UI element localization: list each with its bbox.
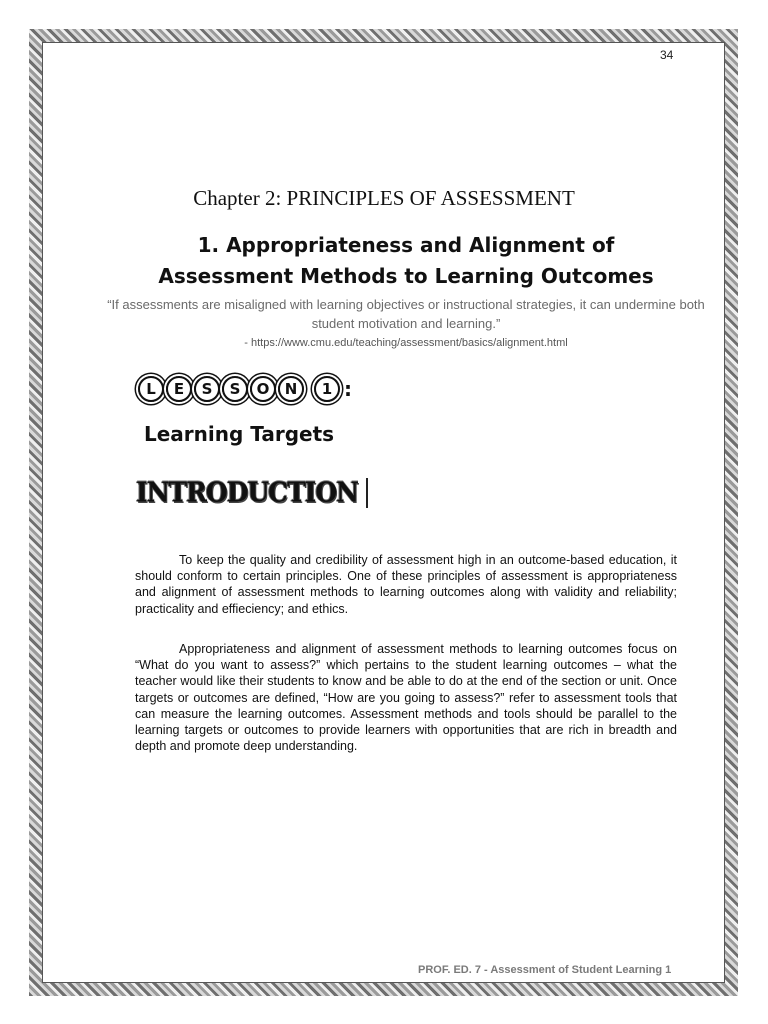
lesson-colon: :	[344, 377, 352, 401]
heading-rule	[366, 478, 368, 508]
lesson-letter: S	[194, 376, 220, 402]
lesson-letter: L	[138, 376, 164, 402]
chapter-title: Chapter 2: PRINCIPLES OF ASSESSMENT	[193, 186, 575, 210]
section-title-line1: 1. Appropriateness and Alignment of	[197, 233, 615, 257]
lesson-letter: E	[166, 376, 192, 402]
intro-paragraph-2-text: Appropriateness and alignment of assessment methods to learning outcomes focus on “What do you want to assess?” which pertains to the student learning outcomes – what the teacher would like their students to know and be able to do at the end of the section or unit. Once targets or outcomes are defined, “How are you going to assess?” refer to assessment tools that can measure the learning outcomes. Assessment methods and tools should be parallel to the learning targets or outcomes to provide learners with opportunities that are rich in breadth and depth and promote deep understanding.	[135, 642, 677, 754]
section-title-line2: Assessment Methods to Learning Outcomes	[158, 264, 654, 288]
introduction-heading-graphic	[136, 472, 368, 512]
lesson-badge	[138, 376, 352, 402]
lesson-letter: O	[250, 376, 276, 402]
lesson-letter: S	[222, 376, 248, 402]
intro-paragraph-1-text: To keep the quality and credibility of assessment high in an outcome-based education, it should conform to certain principles. One of these principles of assessment is appropriateness and alignment of assessment methods to learning outcomes along with validity and reliability; practicality and effieciency; and ethics.	[135, 553, 677, 616]
inner-border	[42, 42, 725, 983]
epigraph-quote: “If assessments are misaligned with learning objectives or instructional strategies, it can undermine both student motivation and learning.”	[107, 297, 705, 331]
intro-paragraph-1	[135, 552, 677, 617]
lesson-number: 1	[314, 376, 340, 402]
quote-source: - https://www.cmu.edu/teaching/assessment/basics/alignment.html	[244, 337, 568, 349]
page-footer: PROF. ED. 7 - Assessment of Student Learning 1	[418, 964, 672, 976]
lesson-letter: N	[278, 376, 304, 402]
page-number: 34	[660, 48, 674, 62]
introduction-heading: INTRODUCTION	[136, 476, 359, 508]
intro-paragraph-2	[135, 641, 677, 754]
lesson-title: Learning Targets	[144, 422, 335, 446]
section-title	[0, 230, 768, 292]
